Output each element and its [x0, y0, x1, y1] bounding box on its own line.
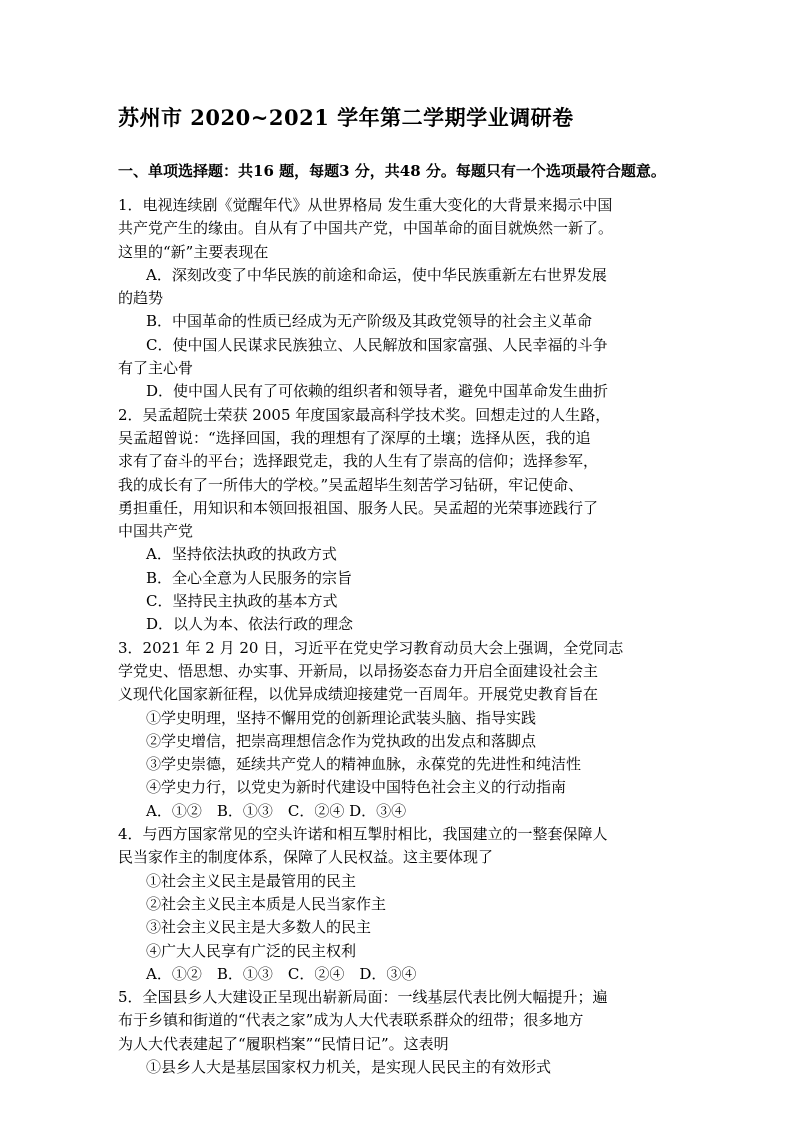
text-line: 2．吴孟超院士荣获 2005 年度国家最高科学技术奖。回想走过的人生路， [118, 405, 611, 424]
text-line: D．以人为本、依法行政的理念 [146, 615, 354, 634]
text-line: 吴孟超曾说：“选择回国，我的理想有了深厚的土壤；选择从医，我的追 [118, 428, 591, 447]
text-line: C．使中国人民谋求民族独立、人民解放和国家富强、人民幸福的斗争 [146, 335, 608, 354]
text-line: B．中国革命的性质已经成为无产阶级及其政党领导的社会主义革命 [146, 312, 593, 331]
text-line: ①社会主义民主是最管用的民主 [146, 871, 357, 890]
text-line: 我的成长有了一所伟大的学校。”吴孟超毕生刻苦学习钻研，牢记使命、 [118, 475, 584, 494]
text-line: A．①② B．①③ C．②④ D．③④ [146, 964, 417, 983]
text-line: D．使中国人民有了可依赖的组织者和领导者，避免中国革命发生曲折 [146, 382, 609, 401]
section-heading: 一、单项选择题：共16 题，每题3 分，共48 分。每题只有一个选项最符合题意。 [118, 162, 666, 180]
text-line: ②学史增信，把崇高理想信念作为党执政的出发点和落脚点 [146, 731, 537, 750]
text-line: 这里的“新”主要表现在 [118, 242, 269, 261]
text-line: B．全心全意为人民服务的宗旨 [146, 568, 353, 587]
text-line: ②社会主义民主本质是人民当家作主 [146, 894, 387, 913]
text-line: A．①② B．①③ C．②④ D．③④ [146, 801, 407, 820]
text-line: 勇担重任，用知识和本领回报祖国、服务人民。吴孟超的光荣事迹践行了 [118, 498, 599, 517]
text-line: ①学史明理，坚持不懈用党的创新理论武装头脑、指导实践 [146, 708, 537, 727]
text-line: ③学史崇德，延续共产党人的精神血脉，永葆党的先进性和纯洁性 [146, 755, 582, 774]
text-line: 3．2021 年 2 月 20 日，习近平在党史学习教育动员大会上强调，全党同志 [118, 638, 624, 657]
text-line: 共产党产生的缘由。自从有了中国共产党，中国革命的面目就焕然一新了。 [118, 219, 614, 238]
text-line: ③社会主义民主是大多数人的民主 [146, 918, 372, 937]
text-line: ④学史力行，以党史为新时代建设中国特色社会主义的行动指南 [146, 778, 567, 797]
text-line: A．深刻改变了中华民族的前途和命运，使中华民族重新左右世界发展 [146, 265, 607, 284]
text-line: 5．全国县乡人大建设正呈现出崭新局面：一线基层代表比例大幅提升；遍 [118, 988, 608, 1007]
text-line: C．坚持民主执政的基本方式 [146, 592, 338, 611]
text-line: 4．与西方国家常见的空头许诺和相互掣肘相比，我国建立的一整套保障人 [118, 825, 608, 844]
text-line: A．坚持依法执政的执政方式 [146, 545, 337, 564]
text-line: 布于乡镇和街道的“代表之家”成为人大代表联系群众的纽带；很多地方 [118, 1011, 584, 1030]
text-line: 学党史、悟思想、办实事、开新局，以昂扬姿态奋力开启全面建设社会主 [118, 661, 599, 680]
question-body [118, 194, 678, 1079]
text-line: 民当家作主的制度体系，保障了人民权益。这主要体现了 [118, 848, 494, 867]
text-line: ①县乡人大是基层国家权力机关，是实现人民民主的有效形式 [146, 1057, 552, 1076]
text-line: 求有了奋斗的平台；选择跟党走，我的人生有了崇高的信仰；选择参军， [118, 452, 599, 471]
text-line: 义现代化国家新征程，以优异成绩迎接建党一百周年。开展党史教育旨在 [118, 685, 599, 704]
text-line: 中国共产党 [118, 522, 194, 541]
text-line: 为人大代表建起了“履职档案”“民情日记”。这表明 [118, 1034, 449, 1053]
text-line: 1．电视连续剧《觉醒年代》从世界格局 发生重大变化的大背景来揭示中国 [118, 196, 613, 214]
text-line: 的趋势 [118, 289, 164, 308]
page-title: 苏州市 2020~2021 学年第二学期学业调研卷 [118, 105, 574, 130]
text-line: 有了主心骨 [118, 359, 194, 378]
text-line: ④广大人民享有广泛的民主权利 [146, 941, 357, 960]
